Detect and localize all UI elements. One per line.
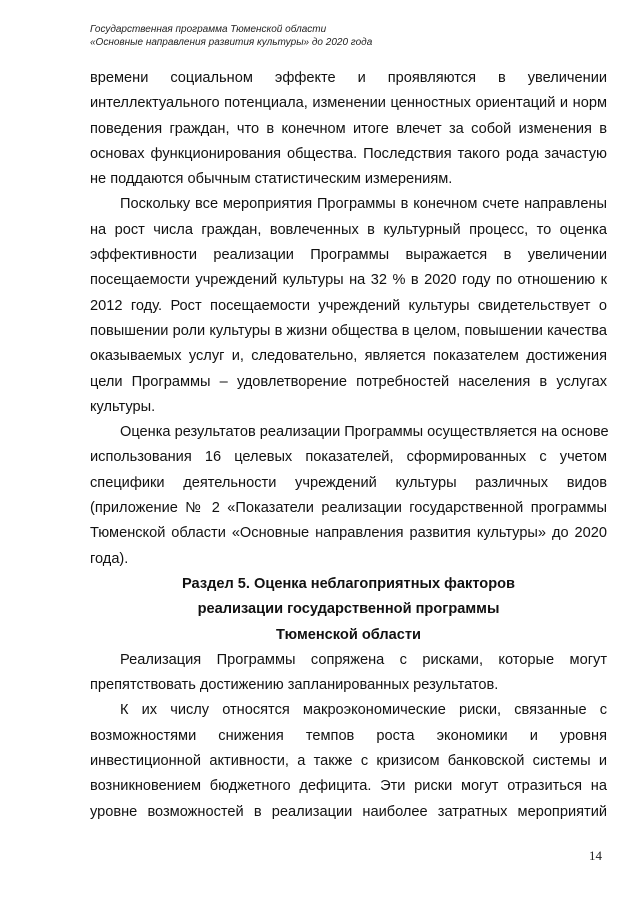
text-line: Реализация Программы сопряжена с рисками, которые могут xyxy=(120,651,607,668)
text-line: повышении роли культуры в жизни общества в целом, повышении качества xyxy=(90,322,607,339)
body-text xyxy=(90,66,607,825)
section-heading-line: реализации государственной программы xyxy=(197,601,500,618)
running-header xyxy=(90,23,590,49)
text-line: поведения граждан, что в конечном итоге влечет за собой изменения в xyxy=(90,120,607,137)
section-heading-line: Раздел 5. Оценка неблагоприятных факторов xyxy=(182,575,515,592)
text-line: Тюменской области «Основные направления развития культуры» до 2020 xyxy=(90,525,607,542)
text-line: специфики деятельности учреждений культуры различных видов xyxy=(90,474,607,491)
text-line: К их числу относятся макроэкономические риски, связанные с xyxy=(120,702,607,719)
text-line: эффективности реализации Программы выражается в увеличении xyxy=(90,247,607,264)
text-line: (приложение № 2 «Показатели реализации государственной программы xyxy=(90,500,607,517)
header-line-2: «Основные направления развития культуры» до 2020 года xyxy=(90,37,373,48)
text-line: посещаемости учреждений культуры на 32 % в 2020 году по отношению к xyxy=(90,272,607,289)
text-line: 2012 году. Рост посещаемости учреждений культуры свидетельствует о xyxy=(90,297,607,314)
text-line: интеллектуального потенциала, изменении ценностных ориентаций и норм xyxy=(90,95,607,112)
text-line: препятствовать достижению запланированных результатов. xyxy=(90,677,499,694)
text-line: оказываемых услуг и, следовательно, является показателем достижения xyxy=(90,348,607,365)
text-line: культуры. xyxy=(90,398,156,415)
text-line: возможностями снижения темпов роста экономики и уровня xyxy=(90,727,607,744)
section-heading-line: Тюменской области xyxy=(275,626,422,643)
text-line: Поскольку все мероприятия Программы в конечном счете направлены xyxy=(120,196,607,213)
page-number: 14 xyxy=(589,848,602,863)
text-line: возникновением бюджетного дефицита. Эти риски могут отразиться на xyxy=(90,778,607,795)
text-line: не поддаются обычным статистическим измерениям. xyxy=(90,171,453,188)
text-line: использования 16 целевых показателей, сформированных с учетом xyxy=(90,449,607,466)
header-line-1: Государственная программа Тюменской области xyxy=(90,24,327,35)
text-line: Оценка результатов реализации Программы осуществляется на основе xyxy=(120,424,609,441)
text-line: на рост числа граждан, вовлеченных в культурный процесс, то оценка xyxy=(90,221,607,238)
text-line: цели Программы – удовлетворение потребностей населения в услугах xyxy=(90,373,607,390)
text-line: основах функционирования общества. Последствия такого рода зачастую xyxy=(90,145,607,162)
text-line: уровне возможностей в реализации наиболее затратных мероприятий xyxy=(90,803,607,820)
text-line: года). xyxy=(90,550,129,567)
text-line: времени социальном эффекте и проявляются в увеличении xyxy=(90,70,607,86)
text-line: инвестиционной активности, а также с кризисом банковской системы и xyxy=(90,753,607,770)
